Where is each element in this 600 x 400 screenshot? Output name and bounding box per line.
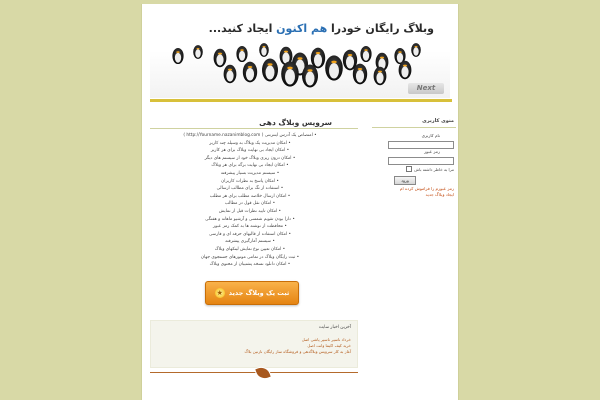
new-blog-button[interactable]	[205, 281, 299, 305]
penguin-belly	[226, 70, 233, 81]
feature-item: • دارا بودن تقویم شمسی و آرشیو ماهانه و هفتگی	[205, 216, 295, 222]
password-input[interactable]	[388, 157, 454, 165]
page-title: سرویس وبلاگ دهی	[259, 118, 332, 127]
new-blog-button-label: ثبت یک وبلاگ جدید	[228, 289, 290, 297]
remember-me-checkbox[interactable]	[406, 166, 412, 172]
forgot-password-link[interactable]: رمز عبورم را فراموش کرده ام	[399, 186, 454, 191]
main-content	[150, 114, 358, 394]
news-list	[244, 337, 351, 355]
header-banner[interactable]	[150, 12, 450, 98]
penguin-beak	[263, 46, 266, 47]
penguin-belly	[306, 72, 315, 86]
feature-item: • امکان پاسخ به نظرات کاربران	[221, 178, 279, 184]
penguin-belly	[175, 53, 181, 63]
feature-item: • سیستم آمارگیری پیشرفته	[225, 239, 275, 245]
penguin-belly	[356, 70, 364, 83]
penguin-beak	[348, 54, 353, 56]
user-menu-title: منوی کاربری	[422, 118, 454, 124]
user-links	[376, 186, 454, 198]
penguin-beak	[268, 63, 273, 65]
penguin-beak	[218, 53, 222, 55]
feature-item: • امکان تعیین نوع نمایش لینکهای وبلاگ	[214, 246, 286, 252]
feature-item: • امکان ایجاد بی نهایت وبلاگ برای هر کاربر	[210, 148, 290, 154]
username-input[interactable]	[388, 141, 454, 149]
remember-me-label: مرا به خاطر داشته باش	[414, 166, 454, 172]
penguin-beak	[358, 68, 363, 70]
user-menu	[372, 114, 456, 264]
feature-item: • امکان دانلود نسخه پشتیبان از محتوی وبلاگ	[209, 262, 291, 268]
star-icon: ★	[216, 289, 223, 297]
feature-list	[160, 132, 340, 269]
news-item-link[interactable]: خرداد ناسپر ناسپر پاشی اصل	[301, 337, 351, 342]
feature-item: • امکان تایید نظرات قبل از نمایش	[218, 208, 282, 214]
penguin-beak	[415, 46, 418, 47]
next-button[interactable]: Next	[408, 83, 444, 94]
feature-item: • امتصاص یک آدرس اینترنتی ( http://Yourname.nazanimblog.com )	[183, 133, 317, 138]
feature-item: • امکان ارسال خلاصه مطلب برای هر مطلب	[209, 193, 291, 199]
penguin-belly	[401, 66, 408, 77]
penguin-beak	[298, 57, 303, 59]
penguin-beak	[240, 49, 244, 51]
penguin-beak	[380, 57, 384, 59]
penguin-beak	[287, 67, 293, 70]
feature-item: • استفاده از تگ برای مطالب ارسالی	[216, 186, 284, 192]
penguin-beak	[331, 61, 337, 64]
penguin-beak	[316, 52, 321, 54]
penguin-flock-illustration	[150, 12, 450, 98]
penguin-beak	[284, 51, 288, 53]
penguin-belly	[246, 68, 254, 81]
feature-item: • امکان استفاده از قالبهای حرفه ای و فارسی	[208, 231, 292, 237]
banner-title: وبلاگ رایگان خودرا هم اکنون ایجاد کنید...	[208, 22, 434, 35]
penguin-beak	[398, 51, 402, 53]
penguin-belly	[397, 53, 403, 63]
user-menu-divider	[372, 127, 456, 128]
banner-divider	[150, 99, 452, 102]
feature-item: • سیستم مدیریت بسیار پیشرفته	[220, 170, 280, 176]
penguin-beak	[403, 65, 407, 67]
penguin-belly	[413, 47, 418, 55]
penguin-beak	[364, 49, 368, 51]
create-blog-link[interactable]: ایجاد وبلاگ جدید	[425, 192, 454, 197]
title-divider	[150, 128, 358, 129]
penguin-beak	[308, 69, 313, 71]
feature-item: • امکان ایجاد بی نهایت برگه برای هر وبلاگ	[211, 163, 289, 169]
news-item-link[interactable]: خرید کیف اکیما وانت اصل	[307, 343, 351, 348]
penguin-belly	[329, 63, 339, 78]
page-container	[141, 4, 459, 400]
penguin-belly	[376, 72, 383, 83]
penguin-beak	[176, 51, 180, 53]
footer-divider	[150, 372, 358, 373]
news-box	[150, 320, 358, 368]
penguin-belly	[346, 56, 354, 69]
feature-item: • ثبت رایگان وبلاگ در تمامی موتورهای جستجوی جهان	[200, 254, 300, 260]
penguin-belly	[266, 66, 275, 80]
remember-me[interactable]	[406, 166, 454, 172]
penguin-belly	[239, 51, 245, 61]
penguin-beak	[197, 48, 200, 49]
news-title: آخرین اخبار سایت	[318, 325, 351, 330]
login-button[interactable]: ورود	[394, 176, 416, 185]
feature-item: • امکان مدیریت یک وبلاگ به وسیله چند کاربر	[209, 140, 291, 146]
penguin-belly	[363, 51, 369, 61]
penguin-belly	[216, 54, 223, 65]
password-label: رمز عبور	[424, 149, 440, 154]
penguin-belly	[285, 69, 295, 84]
news-item-link[interactable]: آغاز به کار سرویس وبلاگدهی و فروشگاه ساز رایگان نازنین بلاگ	[244, 349, 351, 354]
feature-item: • امکان درون ریزی وبلاگ خود از سیستم های دیگر	[204, 155, 296, 161]
penguin-beak	[248, 66, 253, 68]
penguin-belly	[261, 47, 266, 55]
penguin-beak	[378, 71, 382, 73]
username-label: نام کاربری	[421, 133, 440, 138]
feature-item: • محافظت از نوشته ها به کمک رمز عبور	[213, 224, 287, 230]
feature-item: • امکان نقل قول در مطالب	[224, 201, 276, 207]
penguin-belly	[195, 49, 200, 57]
penguin-belly	[314, 54, 322, 67]
penguin-beak	[228, 69, 232, 71]
